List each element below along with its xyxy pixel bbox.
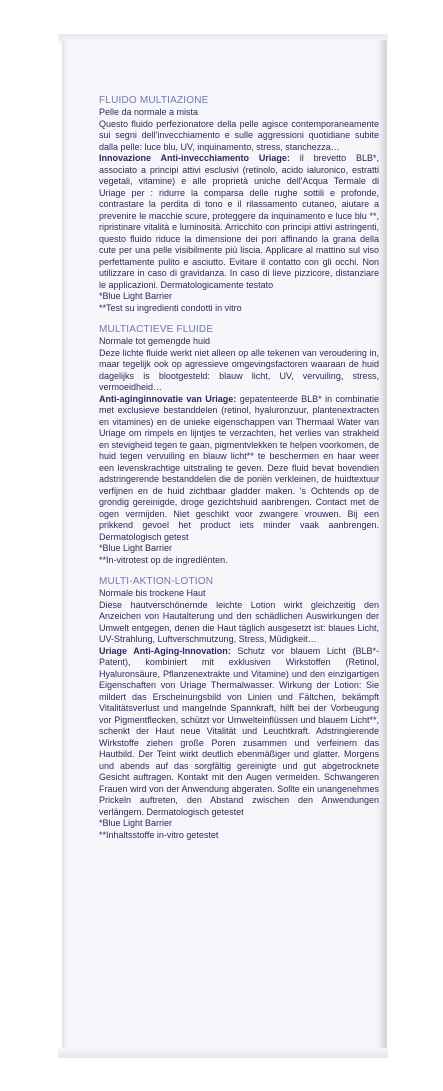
skin-type: Normale tot gemengde huid <box>99 336 211 346</box>
footnote-blb: *Blue Light Barrier <box>99 818 173 828</box>
innovation-text: gepatenteerde BLB* in combinatie met exclusieve bestanddelen (retinol, hyaluronzuur, plantenextracten en vitamines) en de unieke eigenschappen van Thermaal Water van Uriage om rimpels en lijntjes te verzachten, het verlies van strakheid en stevigheid tegen te gaan, pigmentvlekken te helpen voorkomen, de huid tegen vervuiling en blauw licht** te beschermen en haar weer een levenskrachtige uitstraling te geven. Deze fluid bevat bovendien adstringerende bestanddelen die de poriën verkleinen, de huidtextuur verfijnen en de huid zichtbaar gladder maken. 's Ochtends op de grondig gereinigde, droge gezichtshuid aanbrengen. Contact met de ogen vermijden. Niet geschikt voor zwangere vrouwen. Bij een prikkend gevoel het product iets minder vaak aanbrengen. Dermatologisch getest <box>99 393 379 542</box>
intro-text: Questo fluido perfezionatore della pelle agisce contemporaneamente sui segni dell'invecchiamento e sulle aggressioni quotidiane subite dalla pelle: luce blu, UV, inquinamento, stress, stanchezza… <box>99 118 379 152</box>
product-box-side-panel <box>62 40 387 1052</box>
section-italian <box>99 95 379 314</box>
innovation-paragraph <box>99 153 379 291</box>
section-german <box>99 576 379 841</box>
innovation-text: Schutz vor blauem Licht (BLB*-Patent), kombiniert mit exklusiven Wirkstoffen (Retinol, Hyaluronsäure, Pflanzenextrakte und Vitamine) und den einzigartigen Eigenschaften von Uriage Thermalwasser. Wirkung der Lotion: Sie mildert das Erscheinungsbild von Linien und Fältchen, bekämpft Vitalitätsverlust und mangelnde Spannkraft, hilft bei der Vorbeugung vor Pigmentflecken, schützt vor Umwelteinflüssen und blauem Licht**, schenkt der Haut neue Vitalität und Leuchtkraft. Adstringierende Wirkstoffe ziehen große Poren zusammen und verfeinern das Hautbild. Der Teint wirkt deutlich ebenmäßiger und glatter. Morgens und abends auf das sorgfältig gereinigte und gut abgetrocknete Gesicht auftragen. Kontakt mit den Augen vermeiden. Schwangeren Frauen wird von der Anwendung abgeraten. Sollte ein unangenehmes Prickeln auftreten, den Abstand zwischen den Anwendungen verlängern. Dermatologisch getestet <box>99 645 380 817</box>
section-dutch <box>99 324 379 566</box>
innovation-label: Anti-aginginnovatie van Uriage: <box>99 393 237 404</box>
innovation-label: Innovazione Anti-invecchiamento Uriage: <box>99 153 290 163</box>
section-title: FLUIDO MULTIAZIONE <box>99 95 209 106</box>
skin-type: Pelle da normale a mista <box>99 107 199 117</box>
footnote-test: **In-vitrotest op de ingrediënten. <box>99 554 228 565</box>
footnote-test: **Inhaltsstoffe in-vitro getestet <box>99 829 219 840</box>
intro-text: Deze lichte fluide werkt niet alleen op alle tekenen van veroudering in, maar tegelijk ook op agressieve omgevingsfactoren waaraan de huid dagelijks is blootgesteld: blauw licht, UV, vervuiling, stress, vermoeidheid… <box>99 347 379 392</box>
innovation-paragraph <box>99 394 379 544</box>
box-bottom-flap <box>58 1048 388 1058</box>
skin-type: Normale bis trockene Haut <box>99 588 206 598</box>
label-text-block <box>99 95 379 851</box>
section-title: MULTIACTIEVE FLUIDE <box>99 324 214 335</box>
footnote-test: **Test su ingredienti condotti in vitro <box>99 302 242 313</box>
innovation-text: il brevetto BLB*, associato a principi attivi esclusivi (retinolo, acido ialuronico, estratti vegetali, vitamine) e alle proprietà uniche dell'Acqua Termale di Uriage per : ridurre la comparsa delle rughe sottili e profonde, contrastare la perdita di tono e il rilassamento cutaneo, aiutare a prevenire le macchie scure, proteggere da inquinamento e luce blu **, ripristinare vitalità e luminosità. Arricchito con principi attivi astringenti, questo fluido riduce la dimensione dei pori affinando la grana della cute per una pelle visibilmente più liscia. Applicare al mattino sul viso perfettamente pulito e asciutto. Evitare il contatto con gli occhi. Non utilizzare in caso di gravidanza. In caso di lieve pizzicore, distanziare le applicazioni. Dermatologicamente testato <box>99 153 379 290</box>
innovation-label: Uriage Anti-Aging-Innovation: <box>99 645 231 656</box>
footnote-blb: *Blue Light Barrier <box>99 543 173 553</box>
intro-text: Diese hautverschönernde leichte Lotion wirkt gleichzeitig den Anzeichen von Hautalterung und den schädlichen Auswirkungen der Umwelt entgegen, denen die Haut täglich ausgesetzt ist: blaues Licht, UV-Strahlung, Luftverschmutzung, Stress, Müdigkeit… <box>99 599 379 644</box>
footnote-blb: *Blue Light Barrier <box>99 291 173 301</box>
innovation-paragraph <box>99 646 379 819</box>
section-title: MULTI-AKTION-LOTION <box>99 576 214 587</box>
